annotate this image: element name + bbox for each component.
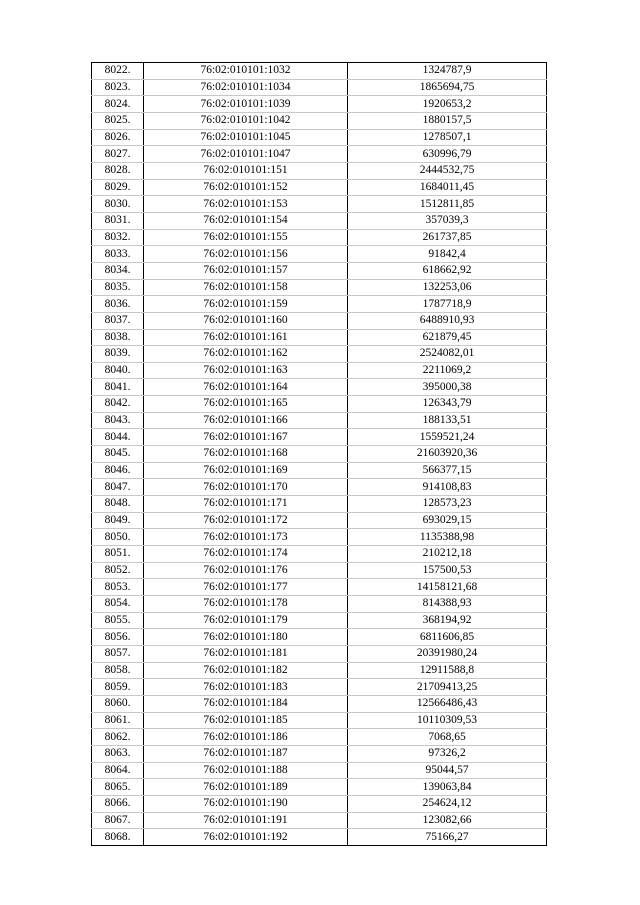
- cadastral-value-cell: 75166,27: [348, 829, 547, 846]
- row-number-cell: 8025.: [92, 112, 144, 129]
- row-number-cell: 8059.: [92, 679, 144, 696]
- table-row: [92, 729, 547, 746]
- cadastral-value-cell: 618662,92: [348, 262, 547, 279]
- table-row: [92, 312, 547, 329]
- row-number-cell: 8031.: [92, 212, 144, 229]
- row-number-cell: 8055.: [92, 612, 144, 629]
- cadastral-value-cell: 693029,15: [348, 512, 547, 529]
- cadastral-number-cell: 76:02:010101:155: [144, 229, 348, 246]
- row-number-cell: 8044.: [92, 429, 144, 446]
- cadastral-number-cell: 76:02:010101:190: [144, 795, 348, 812]
- cadastral-value-cell: 1787718,9: [348, 296, 547, 313]
- cadastral-value-cell: 126343,79: [348, 396, 547, 413]
- cadastral-number-cell: 76:02:010101:189: [144, 779, 348, 796]
- cadastral-number-cell: 76:02:010101:1032: [144, 63, 348, 80]
- cadastral-number-cell: 76:02:010101:184: [144, 695, 348, 712]
- row-number-cell: 8046.: [92, 462, 144, 479]
- row-number-cell: 8052.: [92, 562, 144, 579]
- cadastral-number-cell: 76:02:010101:165: [144, 396, 348, 413]
- row-number-cell: 8045.: [92, 446, 144, 463]
- table-row: [92, 196, 547, 213]
- table-row: [92, 412, 547, 429]
- table-row: [92, 829, 547, 846]
- table-row: [92, 446, 547, 463]
- row-number-cell: 8024.: [92, 96, 144, 113]
- cadastral-value-cell: 132253,06: [348, 279, 547, 296]
- cadastral-value-cell: 1324787,9: [348, 63, 547, 80]
- cadastral-value-cell: 814388,93: [348, 596, 547, 613]
- row-number-cell: 8026.: [92, 129, 144, 146]
- cadastral-number-cell: 76:02:010101:157: [144, 262, 348, 279]
- table-row: [92, 112, 547, 129]
- cadastral-value-cell: 14158121,68: [348, 579, 547, 596]
- cadastral-number-cell: 76:02:010101:154: [144, 212, 348, 229]
- table-row: [92, 562, 547, 579]
- row-number-cell: 8027.: [92, 146, 144, 163]
- cadastral-number-cell: 76:02:010101:176: [144, 562, 348, 579]
- cadastral-value-cell: 12566486,43: [348, 695, 547, 712]
- row-number-cell: 8035.: [92, 279, 144, 296]
- cadastral-value-cell: 20391980,24: [348, 645, 547, 662]
- table-row: [92, 645, 547, 662]
- cadastral-value-cell: 254624,12: [348, 795, 547, 812]
- table-row: [92, 679, 547, 696]
- row-number-cell: 8040.: [92, 362, 144, 379]
- table-row: [92, 712, 547, 729]
- row-number-cell: 8043.: [92, 412, 144, 429]
- row-number-cell: 8022.: [92, 63, 144, 80]
- table-row: [92, 529, 547, 546]
- cadastral-value-cell: 630996,79: [348, 146, 547, 163]
- cadastral-number-cell: 76:02:010101:162: [144, 346, 348, 363]
- cadastral-number-cell: 76:02:010101:177: [144, 579, 348, 596]
- table-row: [92, 329, 547, 346]
- cadastral-value-cell: 357039,3: [348, 212, 547, 229]
- cadastral-number-cell: 76:02:010101:1039: [144, 96, 348, 113]
- cadastral-number-cell: 76:02:010101:171: [144, 496, 348, 513]
- cadastral-value-cell: 368194,92: [348, 612, 547, 629]
- cadastral-value-cell: 128573,23: [348, 496, 547, 513]
- cadastral-value-table: [91, 62, 547, 846]
- cadastral-value-cell: 1512811,85: [348, 196, 547, 213]
- table-row: [92, 695, 547, 712]
- cadastral-value-cell: 621879,45: [348, 329, 547, 346]
- cadastral-number-cell: 76:02:010101:169: [144, 462, 348, 479]
- row-number-cell: 8039.: [92, 346, 144, 363]
- cadastral-value-cell: 6811606,85: [348, 629, 547, 646]
- row-number-cell: 8032.: [92, 229, 144, 246]
- row-number-cell: 8060.: [92, 695, 144, 712]
- table-row: [92, 212, 547, 229]
- cadastral-value-cell: 123082,66: [348, 812, 547, 829]
- table-row: [92, 612, 547, 629]
- row-number-cell: 8057.: [92, 645, 144, 662]
- table-row: [92, 63, 547, 80]
- cadastral-number-cell: 76:02:010101:183: [144, 679, 348, 696]
- table-row: [92, 346, 547, 363]
- table-row: [92, 129, 547, 146]
- table-row: [92, 546, 547, 563]
- table-row: [92, 462, 547, 479]
- row-number-cell: 8062.: [92, 729, 144, 746]
- cadastral-value-cell: 12911588,8: [348, 662, 547, 679]
- row-number-cell: 8042.: [92, 396, 144, 413]
- row-number-cell: 8030.: [92, 196, 144, 213]
- cadastral-value-cell: 2524082,01: [348, 346, 547, 363]
- cadastral-value-cell: 1880157,5: [348, 112, 547, 129]
- table-row: [92, 229, 547, 246]
- table-row: [92, 262, 547, 279]
- table-row: [92, 629, 547, 646]
- cadastral-number-cell: 76:02:010101:1045: [144, 129, 348, 146]
- cadastral-value-cell: 1278507,1: [348, 129, 547, 146]
- table-row: [92, 496, 547, 513]
- row-number-cell: 8064.: [92, 762, 144, 779]
- cadastral-number-cell: 76:02:010101:1034: [144, 79, 348, 96]
- cadastral-number-cell: 76:02:010101:156: [144, 246, 348, 263]
- cadastral-number-cell: 76:02:010101:187: [144, 745, 348, 762]
- table-body: [92, 63, 547, 846]
- cadastral-value-cell: 10110309,53: [348, 712, 547, 729]
- cadastral-number-cell: 76:02:010101:192: [144, 829, 348, 846]
- cadastral-value-cell: 1684011,45: [348, 179, 547, 196]
- row-number-cell: 8023.: [92, 79, 144, 96]
- cadastral-number-cell: 76:02:010101:186: [144, 729, 348, 746]
- cadastral-value-cell: 566377,15: [348, 462, 547, 479]
- cadastral-number-cell: 76:02:010101:170: [144, 479, 348, 496]
- row-number-cell: 8034.: [92, 262, 144, 279]
- row-number-cell: 8033.: [92, 246, 144, 263]
- row-number-cell: 8041.: [92, 379, 144, 396]
- table-row: [92, 362, 547, 379]
- row-number-cell: 8066.: [92, 795, 144, 812]
- cadastral-number-cell: 76:02:010101:188: [144, 762, 348, 779]
- cadastral-value-cell: 395000,38: [348, 379, 547, 396]
- row-number-cell: 8037.: [92, 312, 144, 329]
- cadastral-value-cell: 7068,65: [348, 729, 547, 746]
- table-row: [92, 812, 547, 829]
- row-number-cell: 8053.: [92, 579, 144, 596]
- row-number-cell: 8056.: [92, 629, 144, 646]
- row-number-cell: 8047.: [92, 479, 144, 496]
- table-row: [92, 146, 547, 163]
- table-row: [92, 279, 547, 296]
- row-number-cell: 8061.: [92, 712, 144, 729]
- cadastral-number-cell: 76:02:010101:1047: [144, 146, 348, 163]
- table-row: [92, 96, 547, 113]
- cadastral-value-cell: 6488910,93: [348, 312, 547, 329]
- row-number-cell: 8050.: [92, 529, 144, 546]
- row-number-cell: 8029.: [92, 179, 144, 196]
- row-number-cell: 8028.: [92, 162, 144, 179]
- row-number-cell: 8054.: [92, 596, 144, 613]
- cadastral-number-cell: 76:02:010101:172: [144, 512, 348, 529]
- cadastral-number-cell: 76:02:010101:174: [144, 546, 348, 563]
- table-row: [92, 396, 547, 413]
- cadastral-value-cell: 210212,18: [348, 546, 547, 563]
- cadastral-value-cell: 21709413,25: [348, 679, 547, 696]
- cadastral-value-cell: 914108,83: [348, 479, 547, 496]
- table-row: [92, 662, 547, 679]
- table-row: [92, 296, 547, 313]
- cadastral-value-cell: 97326,2: [348, 745, 547, 762]
- cadastral-number-cell: 76:02:010101:160: [144, 312, 348, 329]
- table-row: [92, 596, 547, 613]
- cadastral-value-cell: 2211069,2: [348, 362, 547, 379]
- table-row: [92, 246, 547, 263]
- cadastral-number-cell: 76:02:010101:159: [144, 296, 348, 313]
- cadastral-number-cell: 76:02:010101:158: [144, 279, 348, 296]
- cadastral-value-cell: 95044,57: [348, 762, 547, 779]
- cadastral-number-cell: 76:02:010101:180: [144, 629, 348, 646]
- table-row: [92, 512, 547, 529]
- row-number-cell: 8038.: [92, 329, 144, 346]
- cadastral-number-cell: 76:02:010101:167: [144, 429, 348, 446]
- row-number-cell: 8051.: [92, 546, 144, 563]
- table-row: [92, 745, 547, 762]
- table-row: [92, 579, 547, 596]
- cadastral-value-cell: 91842,4: [348, 246, 547, 263]
- cadastral-value-cell: 139063,84: [348, 779, 547, 796]
- row-number-cell: 8063.: [92, 745, 144, 762]
- table-row: [92, 795, 547, 812]
- row-number-cell: 8058.: [92, 662, 144, 679]
- row-number-cell: 8036.: [92, 296, 144, 313]
- cadastral-value-cell: 1135388,98: [348, 529, 547, 546]
- cadastral-number-cell: 76:02:010101:163: [144, 362, 348, 379]
- cadastral-value-cell: 2444532,75: [348, 162, 547, 179]
- table-row: [92, 79, 547, 96]
- cadastral-value-cell: 261737,85: [348, 229, 547, 246]
- table-row: [92, 162, 547, 179]
- cadastral-number-cell: 76:02:010101:173: [144, 529, 348, 546]
- table-row: [92, 379, 547, 396]
- cadastral-value-cell: 21603920,36: [348, 446, 547, 463]
- table-row: [92, 429, 547, 446]
- row-number-cell: 8049.: [92, 512, 144, 529]
- row-number-cell: 8065.: [92, 779, 144, 796]
- row-number-cell: 8068.: [92, 829, 144, 846]
- cadastral-number-cell: 76:02:010101:185: [144, 712, 348, 729]
- cadastral-number-cell: 76:02:010101:1042: [144, 112, 348, 129]
- row-number-cell: 8048.: [92, 496, 144, 513]
- cadastral-number-cell: 76:02:010101:181: [144, 645, 348, 662]
- cadastral-number-cell: 76:02:010101:179: [144, 612, 348, 629]
- cadastral-number-cell: 76:02:010101:166: [144, 412, 348, 429]
- table-row: [92, 479, 547, 496]
- cadastral-number-cell: 76:02:010101:153: [144, 196, 348, 213]
- cadastral-value-cell: 157500,53: [348, 562, 547, 579]
- cadastral-value-cell: 1920653,2: [348, 96, 547, 113]
- cadastral-number-cell: 76:02:010101:151: [144, 162, 348, 179]
- cadastral-value-cell: 1865694,75: [348, 79, 547, 96]
- cadastral-number-cell: 76:02:010101:191: [144, 812, 348, 829]
- cadastral-number-cell: 76:02:010101:178: [144, 596, 348, 613]
- cadastral-number-cell: 76:02:010101:164: [144, 379, 348, 396]
- cadastral-value-cell: 188133,51: [348, 412, 547, 429]
- cadastral-number-cell: 76:02:010101:152: [144, 179, 348, 196]
- cadastral-number-cell: 76:02:010101:161: [144, 329, 348, 346]
- table-row: [92, 779, 547, 796]
- table-row: [92, 762, 547, 779]
- table-row: [92, 179, 547, 196]
- cadastral-number-cell: 76:02:010101:168: [144, 446, 348, 463]
- row-number-cell: 8067.: [92, 812, 144, 829]
- cadastral-value-cell: 1559521,24: [348, 429, 547, 446]
- cadastral-number-cell: 76:02:010101:182: [144, 662, 348, 679]
